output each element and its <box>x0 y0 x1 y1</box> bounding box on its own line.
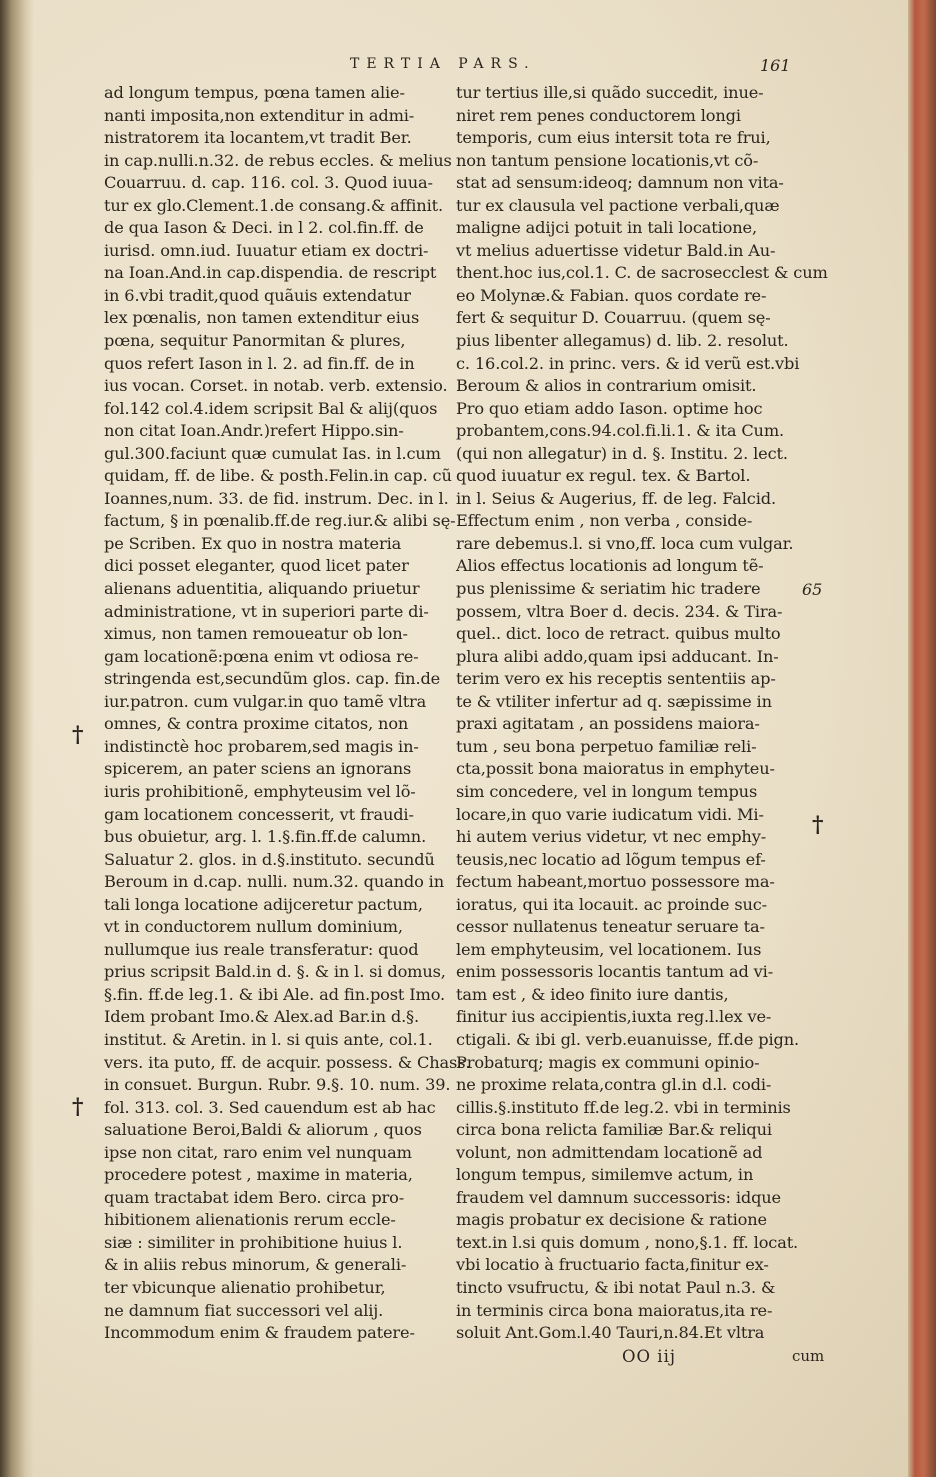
text-line: iuris prohibitionẽ, emphyteusim vel lõ- <box>104 781 416 801</box>
text-line: longum tempus, similemve actum, in <box>456 1165 754 1185</box>
text-line: dici posset eleganter, quod licet pater <box>104 556 409 576</box>
text-line: (qui non allegatur) in d. §. Institu. 2. lect. <box>456 443 788 463</box>
text-line: te & vtiliter infertur ad q. sæpissime in <box>456 691 772 711</box>
text-line: Effectum enim , non verba , conside- <box>456 511 753 531</box>
text-line: de qua Iason & Deci. in l 2. col.fin.ff. de <box>104 218 424 238</box>
text-line: pus plenissime & seriatim hic tradere <box>456 579 761 599</box>
text-line: procedere potest , maxime in materia, <box>104 1165 413 1185</box>
text-line: sim concedere, vel in longum tempus <box>456 781 758 801</box>
text-line: nanti imposita,non extenditur in admi- <box>104 105 415 125</box>
text-line: tur ex clausula vel pactione verbali,quæ <box>456 195 780 215</box>
text-line: ximus, non tamen remoueatur ob lon- <box>104 624 408 644</box>
text-line: volunt, non admittendam locationẽ ad <box>456 1142 763 1162</box>
text-line: pe Scriben. Ex quo in nostra materia <box>104 533 402 553</box>
text-line: vt melius aduertisse videtur Bald.in Au- <box>456 240 776 260</box>
text-line: iurisd. omn.iud. Iuuatur etiam ex doctri- <box>104 240 429 260</box>
text-line: Pro quo etiam addo Iason. optime hoc <box>456 398 763 418</box>
text-line: plura alibi addo,quam ipsi adducant. In- <box>456 646 779 666</box>
left-text-column <box>104 82 471 1345</box>
text-line: Couarruu. d. cap. 116. col. 3. Quod iuua- <box>104 173 433 193</box>
text-line: tincto vsufructu, & ibi notat Paul n.3. & <box>456 1277 776 1297</box>
text-line: ter vbicunque alienatio prohibetur, <box>104 1277 386 1297</box>
text-line: saluatione Beroi,Baldi & aliorum , quos <box>104 1120 422 1140</box>
text-line: nistratorem ita locantem,vt tradit Ber. <box>104 128 412 148</box>
text-line: soluit Ant.Gom.l.40 Tauri,n.84.Et vltra <box>456 1323 765 1343</box>
text-line: text.in l.si quis domum , nono,§.1. ff. locat. <box>456 1232 799 1252</box>
text-line: quel.. dict. loco de retract. quibus multo <box>456 624 781 644</box>
text-line: finitur ius accipientis,iuxta reg.l.lex ve- <box>456 1007 772 1027</box>
text-line: temporis, cum eius intersit tota re frui, <box>456 128 771 148</box>
text-line: fol. 313. col. 3. Sed cauendum est ab hac <box>104 1097 436 1117</box>
page-number: 161 <box>760 56 791 75</box>
margin-note-number: 65 <box>802 580 823 599</box>
text-line: magis probatur ex decisione & ratione <box>456 1210 767 1230</box>
text-line: non citat Ioan.Andr.)refert Hippo.sin- <box>104 421 404 441</box>
text-line: hi autem verius videtur, vt nec emphy- <box>456 827 767 847</box>
text-line: ad longum tempus, pœna tamen alie- <box>104 83 405 102</box>
text-line: cessor nullatenus teneatur seruare ta- <box>456 917 765 937</box>
text-line: & in aliis rebus minorum, & generali- <box>104 1255 407 1275</box>
text-line: na Ioan.And.in cap.dispendia. de rescript <box>104 263 437 283</box>
text-line: fol.142 col.4.idem scripsit Bal & alij(quos <box>104 398 438 418</box>
text-line: Beroum & alios in contrarium omisit. <box>456 376 757 396</box>
text-line: in consuet. Burgun. Rubr. 9.§. 10. num. 39. <box>104 1075 451 1095</box>
text-line: lex pœnalis, non tamen extenditur eius <box>104 308 420 328</box>
text-line: gam locationẽ:pœna enim vt odiosa re- <box>104 646 419 666</box>
text-line: pœna, sequitur Panormitan & plures, <box>104 331 406 351</box>
text-line: quam tractabat idem Bero. circa pro- <box>104 1187 405 1207</box>
text-line: omnes, & contra proxime citatos, non <box>104 714 409 734</box>
text-line: ctigali. & ibi gl. verb.euanuisse, ff.de pign. <box>456 1029 800 1049</box>
text-line: ipse non citat, raro enim vel nunquam <box>104 1142 412 1162</box>
text-line: in l. Seius & Augerius, ff. de leg. Falcid. <box>456 488 776 508</box>
signature-mark: OO iij <box>622 1347 676 1366</box>
text-line: Saluatur 2. glos. in d.§.instituto. secundũ <box>104 849 435 869</box>
text-line: indistinctè hoc probarem,sed magis in- <box>104 736 419 756</box>
margin-dagger-mark: † <box>72 1094 84 1120</box>
text-line: quod iuuatur ex regul. tex. & Bartol. <box>456 466 751 486</box>
text-line: rare debemus.l. si vno,ff. loca cum vulgar. <box>456 533 794 553</box>
text-line: institut. & Aretin. in l. si quis ante, col.1. <box>104 1029 433 1049</box>
text-line: Probaturq; magis ex communi opinio- <box>456 1052 760 1072</box>
text-line: gul.300.faciunt quæ cumulat Ias. in l.cum <box>104 443 441 463</box>
text-line: spicerem, an pater sciens an ignorans <box>104 759 412 779</box>
text-line: factum, § in pœnalib.ff.de reg.iur.& alibi sę- <box>104 511 456 531</box>
text-line: ne proxime relata,contra gl.in d.l. codi- <box>456 1075 772 1095</box>
text-line: administratione, vt in superiori parte di- <box>104 601 429 621</box>
text-line: tum , seu bona perpetuo familiæ reli- <box>456 736 757 756</box>
text-line: stringenda est,secundũm glos. cap. fin.de <box>104 669 441 689</box>
text-line: in terminis circa bona maioratus,ita re- <box>456 1300 773 1320</box>
text-line: alienans aduentitia, aliquando priuetur <box>104 579 420 599</box>
text-line: vbi locatio à fructuario facta,finitur ex- <box>456 1255 769 1275</box>
margin-dagger-mark: † <box>72 722 84 748</box>
text-line: stat ad sensum:ideoq; damnum non vita- <box>456 173 784 193</box>
text-line: possem, vltra Boer d. decis. 234. & Tira- <box>456 601 783 621</box>
text-line: ne damnum fiat successori vel alij. <box>104 1300 384 1320</box>
margin-dagger-mark: † <box>812 812 824 838</box>
text-line: vers. ita puto, ff. de acquir. possess. & Chass. <box>104 1052 471 1072</box>
text-line: in 6.vbi tradit,quod quãuis extendatur <box>104 285 411 305</box>
text-line: fert & sequitur D. Couarruu. (quem sę- <box>456 308 771 328</box>
text-line: Idem probant Imo.& Alex.ad Bar.in d.§. <box>104 1007 419 1027</box>
binding-gutter <box>0 0 34 1477</box>
text-line: siæ : similiter in prohibitione huius l. <box>104 1232 403 1252</box>
text-line: cta,possit bona maioratus in emphyteu- <box>456 759 775 779</box>
text-line: ius vocan. Corset. in notab. verb. extensio. <box>104 376 448 396</box>
text-line: pius libenter allegamus) d. lib. 2. resolut. <box>456 331 789 351</box>
text-line: quos refert Iason in l. 2. ad fin.ff. de in <box>104 353 415 373</box>
text-line: fectum habeant,mortuo possessore ma- <box>456 872 775 892</box>
text-line: Ioannes,num. 33. de fid. instrum. Dec. in l. <box>104 488 449 508</box>
text-line: gam locationem concesserit, vt fraudi- <box>104 804 414 824</box>
text-line: tur tertius ille,si quãdo succedit, inue- <box>456 83 764 102</box>
text-line: lem emphyteusim, vel locationem. Ius <box>456 939 762 959</box>
text-line: eo Molynæ.& Fabian. quos cordate re- <box>456 285 767 305</box>
text-line: praxi agitatam , an possidens maiora- <box>456 714 760 734</box>
text-line: circa bona relicta familiæ Bar.& reliqui <box>456 1120 772 1140</box>
text-line: quidam, ff. de libe. & posth.Felin.in cap. cũ <box>104 466 452 486</box>
text-line: Incommodum enim & fraudem patere- <box>104 1323 415 1343</box>
text-line: Beroum in d.cap. nulli. num.32. quando in <box>104 872 444 892</box>
text-line: tali longa locatione adijceretur pactum, <box>104 894 423 914</box>
text-line: §.fin. ff.de leg.1. & ibi Ale. ad fin.post Imo. <box>104 984 446 1004</box>
text-line: locare,in quo varie iudicatum vidi. Mi- <box>456 804 764 824</box>
text-line: ioratus, qui ita locauit. ac proinde suc- <box>456 894 767 914</box>
running-head: TERTIA PARS. <box>350 56 536 72</box>
text-line: thent.hoc ius,col.1. C. de sacrosecclest & cum <box>456 263 828 283</box>
text-line: tam est , & ideo finito iure dantis, <box>456 984 729 1004</box>
page-fore-edge <box>908 0 936 1477</box>
text-line: niret rem penes conductorem longi <box>456 105 741 125</box>
text-line: c. 16.col.2. in princ. vers. & id verũ est.vbi <box>456 353 800 373</box>
text-line: bus obuietur, arg. l. 1.§.fin.ff.de calumn. <box>104 827 427 847</box>
text-line: iur.patron. cum vulgar.in quo tamẽ vltra <box>104 691 427 711</box>
text-line: vt in conductorem nullum dominium, <box>104 917 403 937</box>
text-line: terim vero ex his receptis sententiis ap- <box>456 669 776 689</box>
text-line: teusis,nec locatio ad lõgum tempus ef- <box>456 849 766 869</box>
text-line: probantem,cons.94.col.fi.li.1. & ita Cum. <box>456 421 785 441</box>
text-line: nullumque ius reale transferatur: quod <box>104 939 419 959</box>
text-line: non tantum pensione locationis,vt cõ- <box>456 150 759 170</box>
text-line: tur ex glo.Clement.1.de consang.& affinit. <box>104 195 443 215</box>
text-line: maligne adijci potuit in tali locatione, <box>456 218 757 238</box>
text-line: fraudem vel damnum successoris: idque <box>456 1187 781 1207</box>
text-line: cillis.§.instituto ff.de leg.2. vbi in terminis <box>456 1097 791 1117</box>
text-line: prius scripsit Bald.in d. §. & in l. si domus, <box>104 962 446 982</box>
text-line: hibitionem alienationis rerum eccle- <box>104 1210 396 1230</box>
catchword: cum <box>792 1347 825 1365</box>
text-line: in cap.nulli.n.32. de rebus eccles. & melius <box>104 150 452 170</box>
text-line: enim possessoris locantis tantum ad vi- <box>456 962 774 982</box>
text-line: Alios effectus locationis ad longum tẽ- <box>456 556 764 576</box>
